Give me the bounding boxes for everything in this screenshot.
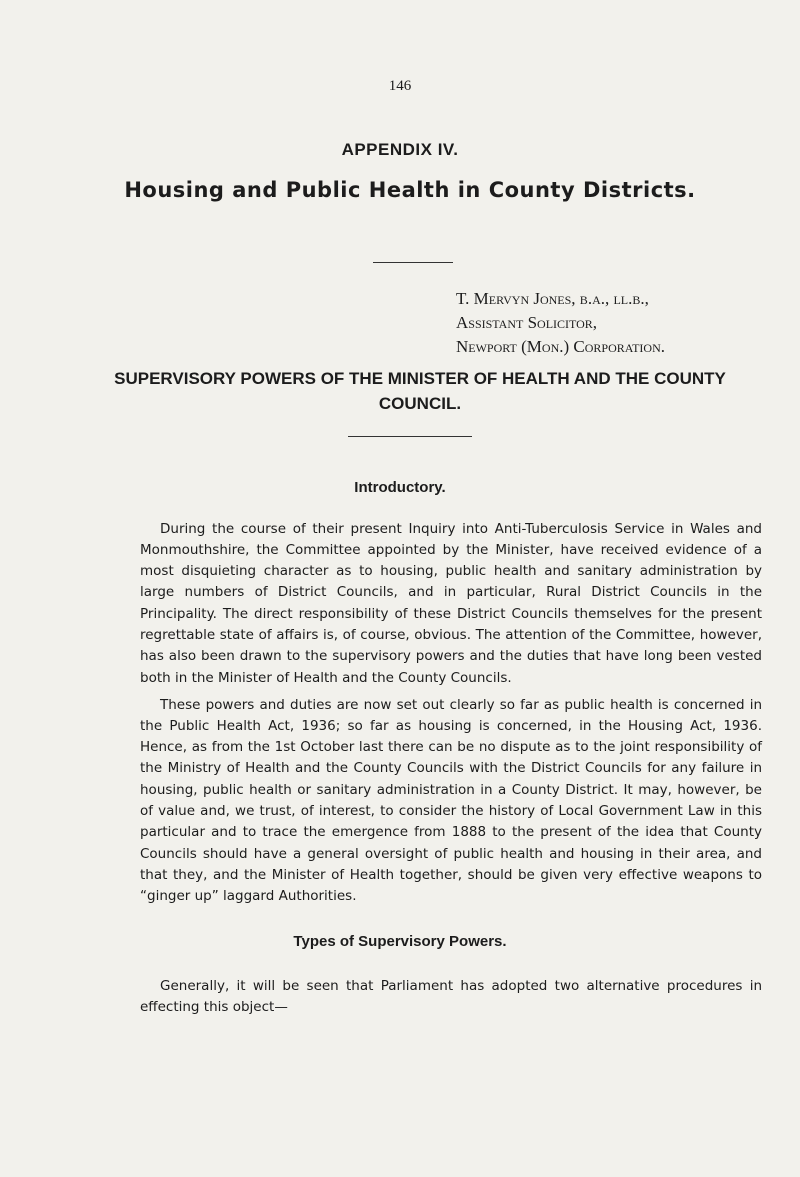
introductory-heading: Introductory. <box>354 479 446 496</box>
types-heading: Types of Supervisory Powers. <box>293 933 507 950</box>
divider-rule <box>348 436 472 437</box>
author-block <box>456 287 786 359</box>
section-heading: SUPERVISORY POWERS OF THE MINISTER OF HEALTH AND THE COUNTY COUNCIL. <box>114 369 726 413</box>
body-paragraph: Generally, it will be seen that Parliament has adopted two alternative procedures in effecting this object— <box>140 977 762 1015</box>
author-organisation: Newport (Mon.) Corporation. <box>456 337 666 356</box>
document-title: Housing and Public Health in County Districts. <box>124 178 696 202</box>
page-number: 146 <box>388 78 412 94</box>
author-name: T. Mervyn Jones, b.a., ll.b., <box>456 289 649 308</box>
appendix-heading: APPENDIX IV. <box>341 140 459 159</box>
author-position: Assistant Solicitor, <box>456 313 598 332</box>
body-paragraph: These powers and duties are now set out clearly so far as public health is concerned in the Public Health Act, 1936; so far as housing is concerned, in the Housing Act, 1936. Hence, as from the 1st October last there can be no dispute as to the joint responsibility of the Ministry of Health and the County Councils with the District Councils for any failure in housing, public health or sanitary administration in a County District. It may, however, be of value and, we trust, of interest, to consider the history of Local Government Law in this particular and to trace the emergence from 1888 to the present of the idea that County Councils should have a general oversight of public health and housing in their area, and that they, and the Minister of Health together, should be given very effective weapons to “ginger up” laggard Authorities. <box>140 696 762 905</box>
body-paragraph: During the course of their present Inquiry into Anti-Tuberculosis Service in Wales and Monmouthshire, the Committee appointed by the Minister, have received evidence of a most disquieting character as to housing, public health and sanitary administration by large numbers of District Councils, and in particular, Rural District Councils in the Principality. The direct responsibility of these District Councils themselves for the present regrettable state of affairs is, of course, obvious. The attention of the Committee, however, has also been drawn to the supervisory powers and the duties that have long been vested both in the Minister of Health and the County Councils. <box>140 520 762 686</box>
divider-rule <box>373 262 453 263</box>
